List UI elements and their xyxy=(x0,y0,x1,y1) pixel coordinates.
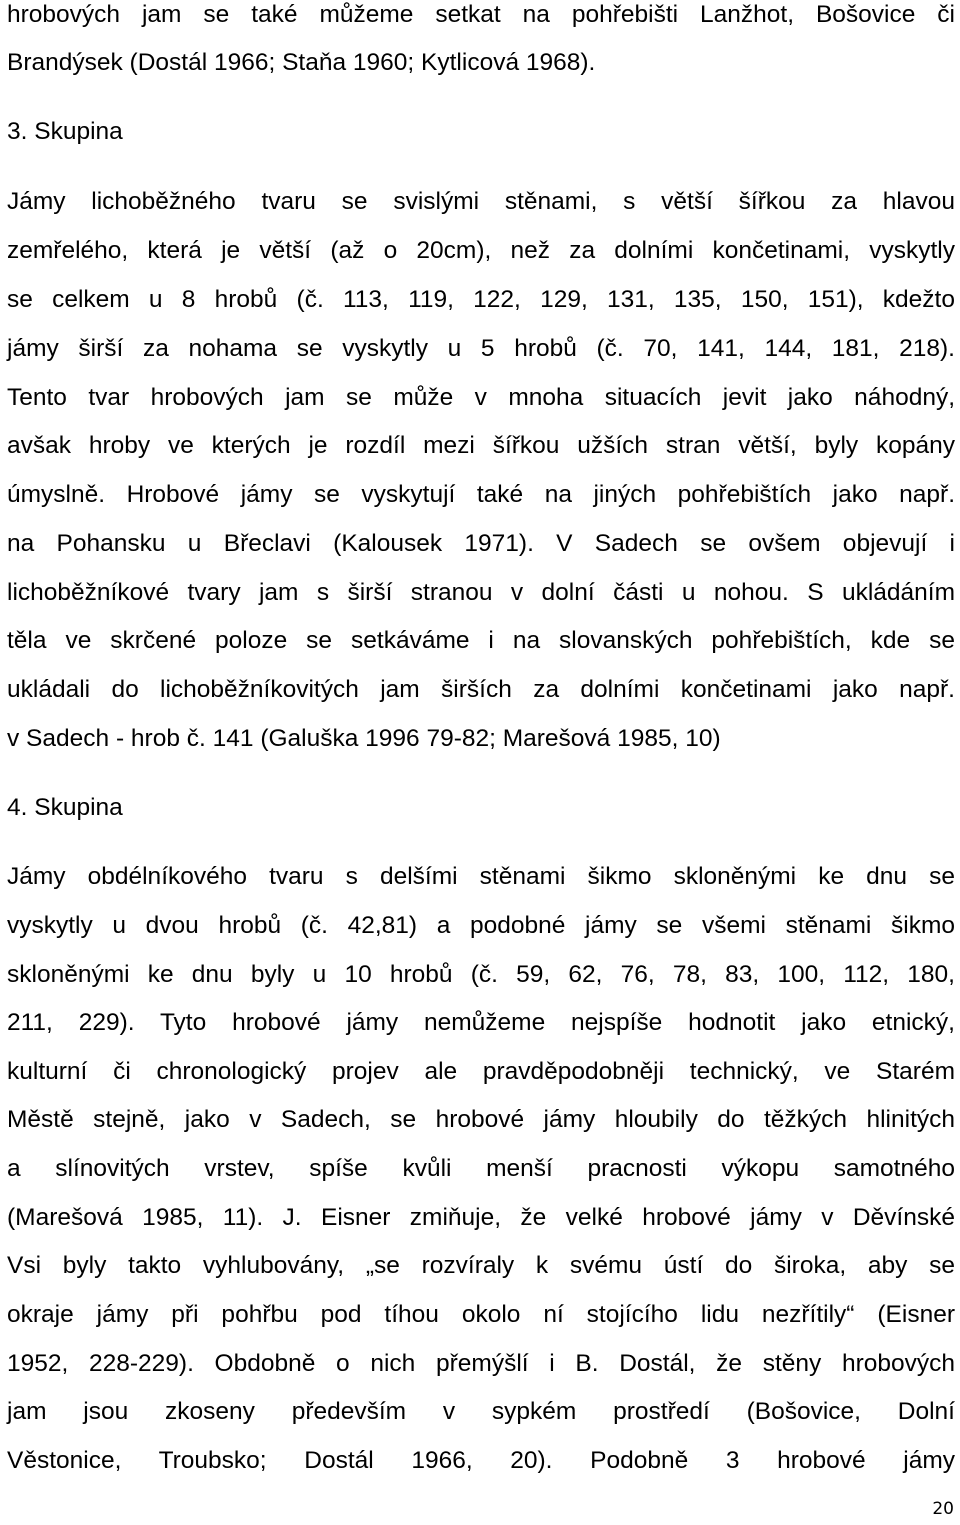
text-line: 1952, 228-229). Obdobně o nich přemýšlí i B. Dostál, že stěny hrobových xyxy=(7,1350,955,1377)
text-line: kulturní či chronologický projev ale pravděpodobněji technický, ve Starém xyxy=(7,1058,955,1085)
text-line: Městě stejně, jako v Sadech, se hrobové jámy hloubily do těžkých hlinitých xyxy=(7,1106,955,1133)
text-line: 211, 229). Tyto hrobové jámy nemůžeme nejspíše hodnotit jako etnický, xyxy=(7,1009,955,1036)
text-line: zemřelého, která je větší (až o 20cm), než za dolními končetinami, vyskytly xyxy=(7,237,955,264)
text-line: vyskytly u dvou hrobů (č. 42,81) a podobné jámy se všemi stěnami šikmo xyxy=(7,912,955,939)
page-number: 20 xyxy=(932,1499,954,1519)
text-line: jámy širší za nohama se vyskytly u 5 hrobů (č. 70, 141, 144, 181, 218). xyxy=(7,335,955,362)
text-line: na Pohansku u Břeclavi (Kalousek 1971). V Sadech se ovšem objevují i xyxy=(7,530,955,557)
text-line: lichoběžníkové tvary jam s širší stranou v dolní části u nohou. S ukládáním xyxy=(7,579,955,606)
section-heading: 3. Skupina xyxy=(7,118,123,145)
text-line: skloněnými ke dnu byly u 10 hrobů (č. 59, 62, 76, 78, 83, 100, 112, 180, xyxy=(7,961,955,988)
text-line: Jámy lichoběžného tvaru se svislými stěnami, s větší šířkou za hlavou xyxy=(7,188,955,215)
text-line: ukládali do lichoběžníkovitých jam širších za dolními končetinami jako např. xyxy=(7,676,955,703)
text-line: Jámy obdélníkového tvaru s delšími stěnami šikmo skloněnými ke dnu se xyxy=(7,863,955,890)
text-line: hrobových jam se také můžeme setkat na pohřebišti Lanžhot, Bošovice či xyxy=(7,1,955,28)
text-line: Věstonice, Troubsko; Dostál 1966, 20). Podobně 3 hrobové jámy xyxy=(7,1447,955,1474)
text-line: těla ve skrčené poloze se setkáváme i na slovanských pohřebištích, kde se xyxy=(7,627,955,654)
text-line: a slínovitých vrstev, spíše kvůli menší pracnosti výkopu samotného xyxy=(7,1155,955,1182)
text-line: v Sadech - hrob č. 141 (Galuška 1996 79-82; Marešová 1985, 10) xyxy=(7,725,721,752)
text-line: úmyslně. Hrobové jámy se vyskytují také na jiných pohřebištích jako např. xyxy=(7,481,955,508)
text-line: okraje jámy při pohřbu pod tíhou okolo ní stojícího lidu nezřítily“ (Eisner xyxy=(7,1301,955,1328)
text-line: Brandýsek (Dostál 1966; Staňa 1960; Kytlicová 1968). xyxy=(7,49,596,76)
text-line: Tento tvar hrobových jam se může v mnoha situacích jevit jako náhodný, xyxy=(7,384,955,411)
text-line: jam jsou zkoseny především v sypkém prostředí (Bošovice, Dolní xyxy=(7,1398,955,1425)
section-heading: 4. Skupina xyxy=(7,794,123,821)
text-line: (Marešová 1985, 11). J. Eisner zmiňuje, že velké hrobové jámy v Děvínské xyxy=(7,1204,955,1231)
text-line: se celkem u 8 hrobů (č. 113, 119, 122, 129, 131, 135, 150, 151), kdežto xyxy=(7,286,955,313)
text-line: avšak hroby ve kterých je rozdíl mezi šířkou užších stran větší, byly kopány xyxy=(7,432,955,459)
text-line: Vsi byly takto vyhlubovány, „se rozvíraly k svému ústí do široka, aby se xyxy=(7,1252,955,1279)
